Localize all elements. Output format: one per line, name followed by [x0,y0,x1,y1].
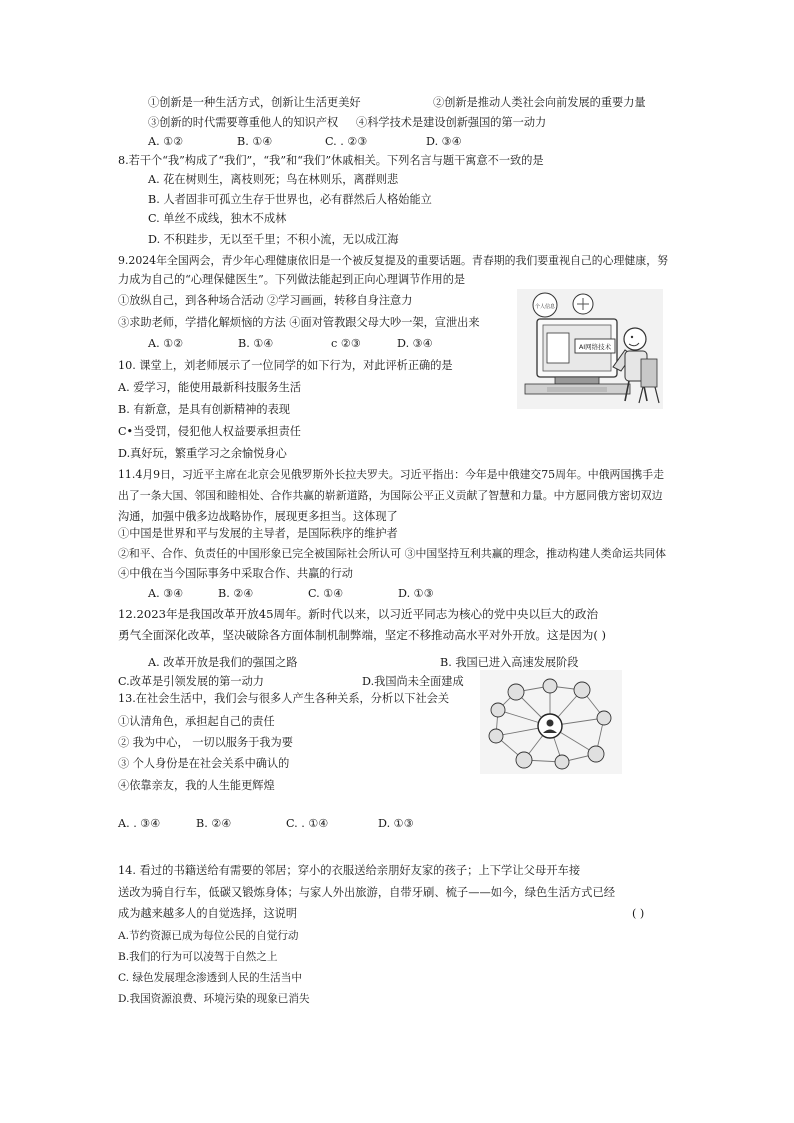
q11-stem-line2: 出了一条大国、邻国和睦相处、合作共赢的崭新道路，为国际公平正义贡献了智慧和力量。中方愿同俄方密切双边 [118,489,663,502]
q10-stem: 10. 课堂上，刘老师展示了一位同学的如下行为，对此评析正确的是 [118,359,453,372]
q7-choice-a: A. ①② [148,135,184,148]
q12-option-b: B. 我国已进入高速发展阶段 [440,656,579,669]
q9-stem-line2: 力成为自己的“心理保健医生”。下列做法能起到正向心理调节作用的是 [118,273,466,286]
q13-choice-c: C. . ①④ [286,817,329,830]
q14-stem-line1: 14. 看过的书籍送给有需要的邻居；穿小的衣服送给亲朋好友家的孩子；上下学让父母开车接 [118,864,581,877]
q14-stem-line3: 成为越来越多人的自觉选择，这说明 [118,907,298,920]
q7-option-3: ③创新的时代需要尊重他人的知识产权 [148,116,339,129]
q13-choice-d: D. ①③ [378,817,414,830]
q14-stem-line2: 送改为骑自行车，低碳又锻炼身体；与家人外出旅游，自带牙刷、梳子——如今，绿色生活方式已经 [118,886,616,899]
q9-options-3-4: ③求助老师，学措化解烦恼的方法 ④面对管教跟父母大吵一架，宣泄出来 [118,316,480,329]
ai-label-text: AI网络技术 [578,343,612,351]
q13-choice-b: B. ②④ [196,817,232,830]
q7-option-1: ①创新是一种生活方式，创新让生活更美好 [148,96,361,109]
q13-option-1: ①认清角色，承担起自己的责任 [118,715,275,728]
q13-option-2: ② 我为中心， 一切以服务于我为要 [118,736,293,749]
q8-stem: 8.若干个“我”构成了“我们”，“我”和“我们”休戚相关。下列名言与题干寓意不一致的是 [118,154,544,167]
q9-stem-line1: 9.2024年全国两会，青少年心理健康依旧是一个被反复提及的重要话题。青春期的我们要重视自己的心理健康，努 [118,254,668,267]
q7-option-4: ④科学技术是建设创新强国的第一动力 [356,116,547,129]
q14-option-b: B.我们的行为可以凌驾于自然之上 [118,951,278,963]
q10-option-a: A. 爱学习，能使用最新科技服务生活 [118,381,302,394]
q11-stem-line3: 沟通，加强中俄多边战略协作，展现更多担当。这体现了 [118,510,398,523]
q9-choice-b: B. ①④ [238,337,274,350]
cartoon-computer-illustration [517,289,663,409]
q14-option-d: D.我国资源浪费、环境污染的现象已消失 [118,993,310,1005]
q12-option-a: A. 改革开放是我们的强国之路 [148,656,298,669]
q14-answer-parentheses: ( ) [632,907,645,920]
q8-option-a: A. 花在树则生，离枝则死；鸟在林则乐，离群则悲 [148,173,399,186]
q14-option-a: A.节约资源已成为每位公民的自觉行动 [118,930,299,942]
q11-choice-d: D. ①③ [398,587,434,600]
q13-option-3: ③ 个人身份是在社会关系中确认的 [118,757,290,770]
q11-choice-c: C. ①④ [308,587,344,600]
q11-choice-a: A. ③④ [148,587,184,600]
q12-option-d: D.我国尚未全面建成 [362,675,464,688]
q9-choice-a: A. ①② [148,337,184,350]
q8-option-d: D. 不积跬步，无以至千里；不积小流，无以成江海 [148,233,399,246]
q8-option-c: C. 单丝不成线，独木不成林 [148,212,287,225]
q9-choice-c: c ②③ [331,337,361,350]
q7-choice-d: D. ③④ [426,135,462,148]
q11-option-1: ①中国是世界和平与发展的主导者，是国际秩序的维护者 [118,527,398,540]
q8-option-b: B. 人者固非可孤立生存于世界也，必有群然后人格始能立 [148,193,432,206]
q12-option-c: C.改革是引领发展的第一动力 [118,675,264,688]
q9-choice-d: D. ③④ [397,337,433,350]
bubble-sign-text: 个人信息 [534,304,556,310]
q13-option-4: ④依靠亲友，我的人生能更辉煌 [118,779,275,792]
q7-choice-b: B. ①④ [237,135,273,148]
q13-stem: 13.在社会生活中，我们会与很多人产生各种关系，分析以下社会关 [118,692,450,705]
q10-option-c: C•当受罚，侵犯他人权益要承担责任 [118,425,301,438]
q12-stem-line1: 12.2023年是我国改革开放45周年。新时代以来，以习近平同志为核心的党中央以巨大的政治 [118,607,599,621]
q11-options-2-3: ②和平、合作、负责任的中国形象已完全被国际社会所认可 ③中国坚持互利共赢的理念，推动构建人类命运共同体 [118,547,666,560]
q12-stem-line2: 勇气全面深化改革，坚决破除各方面体制机制弊端，坚定不移推动高水平对外开放。这是因为( ) [118,628,607,642]
q14-option-c: C. 绿色发展理念渗透到人民的生活当中 [118,972,302,984]
q11-stem-line1: 11.4月9日，习近平主席在北京会见俄罗斯外长拉夫罗夫。习近平指出：今年是中俄建交75周年。中俄两国携手走 [118,468,665,481]
q13-choice-a: A. . ③④ [118,817,161,830]
q7-choice-c: C. . ②③ [325,135,368,148]
q9-options-1-2: ①放纵自己，到各种场合活动 ②学习画画，转移自身注意力 [118,294,413,307]
q10-option-b: B. 有新意，是具有创新精神的表现 [118,403,290,416]
q11-option-4: ④中俄在当今国际事务中采取合作、共赢的行动 [118,567,353,580]
social-relations-network-diagram [480,670,622,774]
q7-option-2: ②创新是推动人类社会向前发展的重要力量 [433,96,646,109]
q11-choice-b: B. ②④ [218,587,254,600]
q10-option-d: D.真好玩，繁重学习之余愉悦身心 [118,447,287,460]
